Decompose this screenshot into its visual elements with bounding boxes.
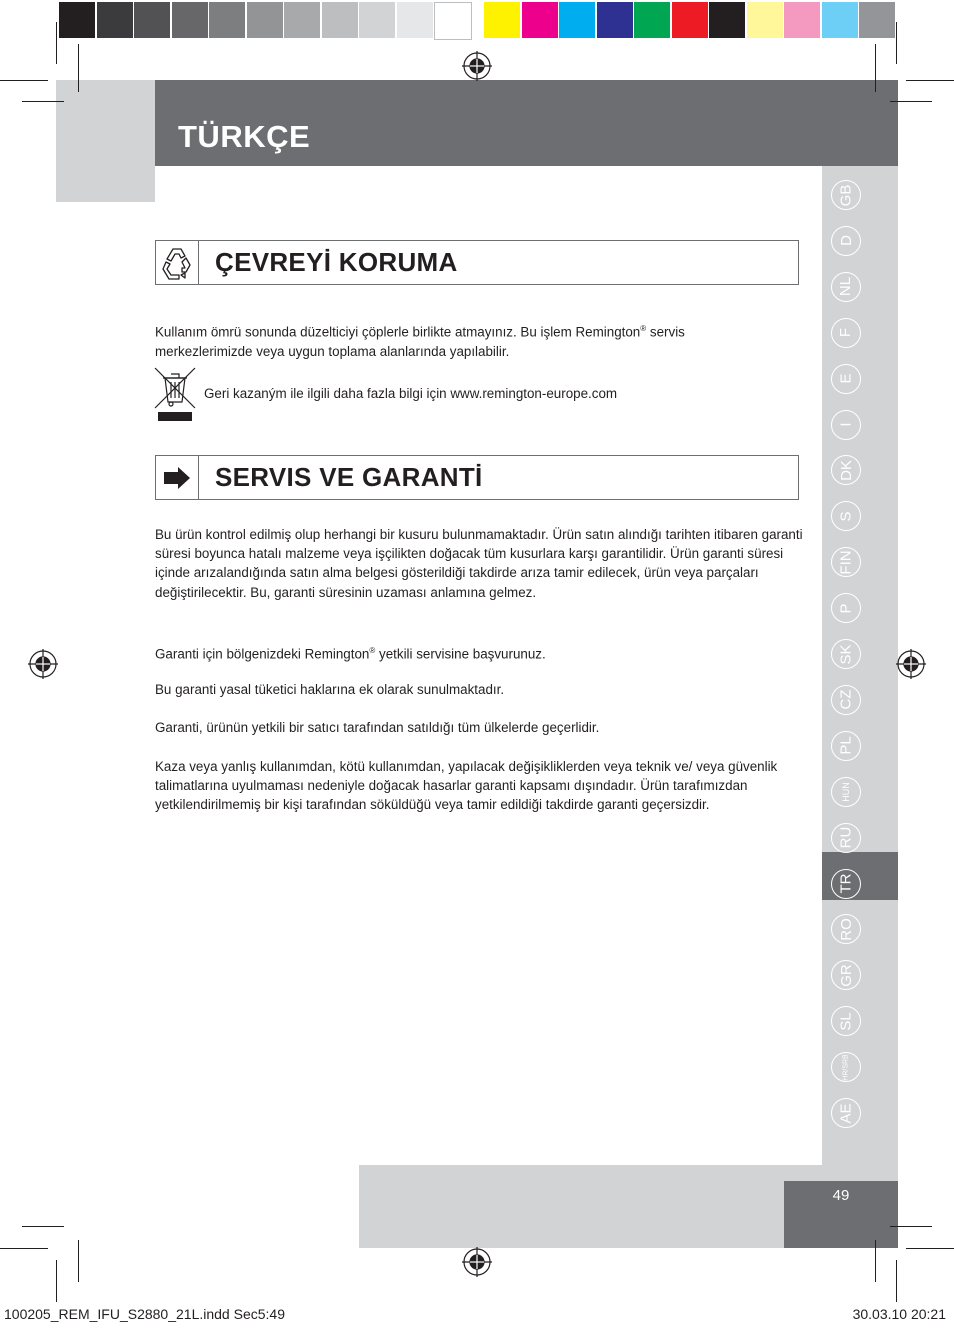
language-label: GB <box>837 184 855 206</box>
color-swatch <box>709 2 745 38</box>
text: Bu garanti yasal tüketici haklarına ek olarak sunulmaktadır. <box>155 682 505 697</box>
language-tab-cz[interactable] <box>831 685 861 715</box>
color-swatch <box>784 2 820 38</box>
language-tab-hr-srb[interactable] <box>831 1052 861 1082</box>
warranty-p3 <box>155 680 805 699</box>
crop-mark <box>78 1240 79 1282</box>
footer-file-info: 100205_REM_IFU_S2880_21L.indd Sec5:49 <box>4 1306 285 1322</box>
crop-mark <box>56 1260 57 1302</box>
color-swatch <box>322 2 358 38</box>
color-swatch <box>484 2 520 38</box>
color-swatch <box>559 2 595 38</box>
environment-paragraph <box>155 319 805 361</box>
language-label: S <box>837 511 855 522</box>
registration-mark-icon <box>896 649 926 684</box>
language-tab-pl[interactable] <box>831 731 861 761</box>
language-label: SK <box>837 643 855 665</box>
text: yetkili servisine başvurunuz. <box>379 646 546 662</box>
color-swatch <box>597 2 633 38</box>
crop-mark <box>875 1240 876 1282</box>
language-tab-f[interactable] <box>831 318 861 348</box>
crop-mark <box>896 22 897 64</box>
recycle-info: Geri kazaným ile ilgili daha fazla bilgi için www.remington-europe.com <box>204 386 618 401</box>
color-swatch <box>247 2 283 38</box>
section-title-warranty: SERVIS VE GARANTİ <box>215 462 483 492</box>
section-title-environment: ÇEVREYİ KORUMA <box>215 247 458 277</box>
color-swatch <box>822 2 858 38</box>
recycle-icon <box>156 241 199 284</box>
language-label: PL <box>837 736 855 755</box>
registered-mark: ® <box>369 646 376 655</box>
language-tab-fin[interactable] <box>831 547 861 577</box>
color-swatch <box>172 2 208 38</box>
language-tab-ru[interactable] <box>831 823 861 853</box>
color-swatch <box>397 2 433 38</box>
left-panel <box>56 80 155 202</box>
page-number: 49 <box>832 1187 850 1204</box>
crop-mark <box>22 1226 64 1227</box>
language-tab-e[interactable] <box>831 364 861 394</box>
text: servis <box>649 324 685 340</box>
color-swatch <box>859 2 895 38</box>
crop-mark <box>22 101 64 102</box>
language-label: E <box>837 373 855 384</box>
language-label: NL <box>837 277 855 297</box>
crop-mark <box>906 1248 954 1249</box>
language-tab-ae[interactable] <box>831 1098 861 1128</box>
color-swatch <box>284 2 320 38</box>
color-swatch <box>59 2 95 38</box>
language-label: D <box>837 235 855 247</box>
language-tab-sl[interactable] <box>831 1006 861 1036</box>
crop-mark <box>896 1260 897 1302</box>
language-label: I <box>837 422 855 427</box>
language-label: CZ <box>837 689 855 710</box>
text: Kaza veya yanlış kullanımdan, kötü kullanımdan, yapılacak değişikliklerden veya teknik ve/ veya güvenlik talimatlarına uyulmaması nedeniyle doğacak hasarlar garanti kapsamı dışındadır. Ürün tarafımızdan yetkilendirilmemiş bir kişi tarafından söküldüğü veya tamir edildiği takdirde garanti geçersizdir. <box>155 759 778 813</box>
section-environment-header <box>155 240 799 285</box>
language-label: GR <box>837 964 855 987</box>
crop-mark <box>875 44 876 92</box>
crop-mark <box>906 80 954 81</box>
page-title: TÜRKÇE <box>178 119 311 154</box>
crop-mark <box>890 101 932 102</box>
language-tab-nl[interactable] <box>831 272 861 302</box>
language-label: TR <box>837 873 855 894</box>
language-label: DK <box>837 459 855 481</box>
crop-mark <box>78 44 79 92</box>
registration-mark-icon <box>462 1247 492 1282</box>
language-tab-hun[interactable] <box>831 777 861 807</box>
language-label: RU <box>837 826 855 849</box>
language-label: RO <box>837 918 855 941</box>
registered-mark: ® <box>640 324 647 333</box>
color-swatch <box>522 2 558 38</box>
text: Bu ürün kontrol edilmiş olup herhangi bir kusuru bulunmamaktadır. Ürün satın alındığı tarihten itibaren garanti süresi boyunca hatalı malzeme veya işçilikten doğacak tüm kusurlara karşı garantilidir. Ürün garanti süresi içinde arızalandığında satın alma belgesi gösterildiği takdirde arıza tamir edilecek, ürün veya parçaları değiştirilecektir. Bu, garanti süresinin uzaması anlamına gelmez. <box>155 527 803 600</box>
color-swatch <box>134 2 170 38</box>
color-swatch <box>672 2 708 38</box>
arrow-right-icon <box>156 456 199 499</box>
warranty-p5 <box>155 757 805 815</box>
language-tab-d[interactable] <box>831 226 861 256</box>
text: merkezlerimizde veya uygun toplama alanlarında yapılabilir. <box>155 343 510 359</box>
color-swatch <box>209 2 245 38</box>
crop-mark <box>890 1226 932 1227</box>
warranty-p2 <box>155 641 805 664</box>
text: Garanti, ürünün yetkili bir satıcı tarafından satıldığı tüm ülkelerde geçerlidir. <box>155 720 600 735</box>
language-label: HR/SRB <box>842 1053 850 1081</box>
crossed-bin-icon <box>153 364 197 429</box>
language-label: F <box>837 328 855 338</box>
language-label: P <box>837 603 855 614</box>
text: Garanti için bölgenizdeki Remington <box>155 646 370 662</box>
language-tab-p[interactable] <box>831 593 861 623</box>
crop-mark <box>0 80 48 81</box>
color-swatch <box>434 2 472 40</box>
color-swatch <box>634 2 670 38</box>
language-tab-tr[interactable] <box>831 869 861 899</box>
color-swatch <box>359 2 395 38</box>
registration-mark-icon <box>28 649 58 684</box>
footer-date: 30.03.10 20:21 <box>852 1306 946 1322</box>
crop-mark <box>0 1248 48 1249</box>
section-warranty-header <box>155 455 799 500</box>
color-swatch <box>747 2 783 38</box>
warranty-p4 <box>155 718 805 737</box>
language-label: SL <box>837 1012 855 1031</box>
language-tab-i[interactable] <box>831 410 861 440</box>
text: Kullanım ömrü sonunda düzelticiyi çöplerle birlikte atmayınız. Bu işlem Remington <box>155 324 641 340</box>
language-tab-sk[interactable] <box>831 639 861 669</box>
warranty-p1 <box>155 525 805 602</box>
crop-mark <box>56 22 57 64</box>
color-swatch <box>97 2 133 38</box>
language-label: FIN <box>837 550 855 575</box>
language-tab-gb[interactable] <box>831 180 861 210</box>
language-label: AE <box>837 1102 855 1124</box>
language-label: HUN <box>841 781 851 802</box>
registration-mark-icon <box>462 51 492 86</box>
